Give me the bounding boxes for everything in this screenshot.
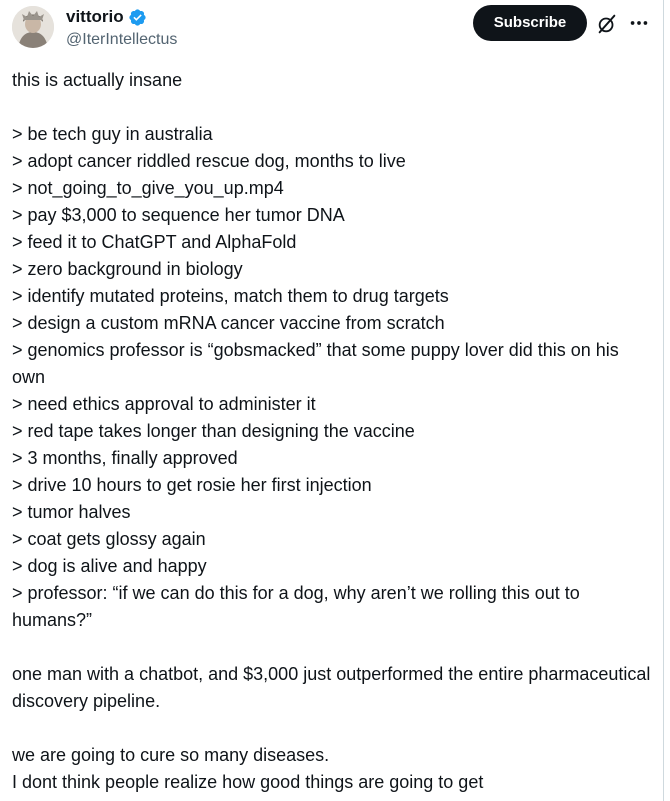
tweet-line: [12, 634, 652, 661]
tweet-line: > identify mutated proteins, match them to drug targets: [12, 286, 449, 306]
tweet-text: [12, 67, 656, 796]
tweet-line: > 3 months, finally approved: [12, 448, 238, 468]
grok-icon[interactable]: [596, 13, 618, 35]
tweet-line: this is actually insane: [12, 70, 183, 90]
tweet-line: one man with a chatbot, and $3,000 just outperformed the entire pharmaceutical discovery pipeline.: [12, 664, 656, 711]
display-name[interactable]: vittorio: [66, 7, 124, 26]
author-names: [66, 6, 177, 51]
tweet-line: > dog is alive and happy: [12, 556, 207, 576]
verified-badge-icon: [128, 8, 147, 27]
author-handle[interactable]: @IterIntellectus: [66, 31, 178, 48]
subscribe-button[interactable]: Subscribe: [473, 5, 587, 41]
tweet-line: > drive 10 hours to get rosie her first injection: [12, 475, 372, 495]
tweet-line: > zero background in biology: [12, 259, 243, 279]
tweet-line: [12, 94, 652, 121]
tweet-line: > tumor halves: [12, 502, 131, 522]
tweet-line: > genomics professor is “gobsmacked” that some puppy lover did this on his own: [12, 340, 624, 387]
avatar-image: [12, 6, 54, 48]
display-name-row: [66, 6, 177, 28]
tweet-line: I dont think people realize how good things are going to get: [12, 772, 484, 792]
tweet-line: > red tape takes longer than designing the vaccine: [12, 421, 415, 441]
tweet-line: > coat gets glossy again: [12, 529, 206, 549]
tweet-line: [12, 715, 652, 742]
tweet-line: > professor: “if we can do this for a dog, why aren’t we rolling this out to humans?”: [12, 583, 585, 630]
tweet-line: we are going to cure so many diseases.: [12, 745, 330, 765]
tweet-line: > feed it to ChatGPT and AlphaFold: [12, 232, 297, 252]
tweet-line: > pay $3,000 to sequence her tumor DNA: [12, 205, 345, 225]
tweet-line: > need ethics approval to administer it: [12, 394, 316, 414]
tweet-line: > adopt cancer riddled rescue dog, months to live: [12, 151, 406, 171]
avatar[interactable]: [12, 6, 54, 48]
tweet-line: > not_going_to_give_you_up.mp4: [12, 178, 284, 198]
tweet-line: > be tech guy in australia: [12, 124, 213, 144]
more-icon[interactable]: [628, 12, 650, 34]
tweet-line: > design a custom mRNA cancer vaccine from scratch: [12, 313, 445, 333]
tweet-header: [12, 4, 658, 56]
